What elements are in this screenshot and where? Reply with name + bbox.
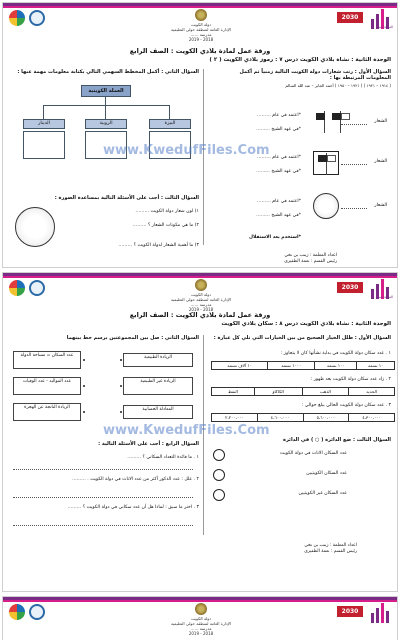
vision-2030-badge: 2030 <box>337 282 363 293</box>
head-credit: رئيس القسم : نعمة الظفيري <box>304 549 357 554</box>
question-3-item-2: عدد السكان غير الكويتيين <box>298 491 347 496</box>
emblem-2-adopted: *اعتمد في عام ……… <box>257 155 301 160</box>
option-cell[interactable]: ١٠٠ نسمة <box>315 362 357 370</box>
emblem-2-era: *في عهد الشيخ ……… <box>256 169 301 174</box>
currency-node-rupee: الروبية <box>85 119 127 129</box>
emblem-3-adopted: *اعتمد في عام ……… <box>257 199 301 204</box>
emblem-1-era: *في عهد الشيخ ……… <box>256 127 301 132</box>
option-cell[interactable]: ١٠ آلاف نسمة <box>212 362 268 370</box>
question-3-heading: السؤال الثالث : ضع الدائرة ( ○ ) في الدائرة <box>283 437 391 443</box>
credits <box>284 253 337 265</box>
connector <box>169 105 170 119</box>
ministry-logo-icon <box>9 604 25 620</box>
connector <box>43 105 169 106</box>
emblem-1-adopted: *اعتمد في عام ……… <box>257 113 301 118</box>
emblem-label-1: الشعار <box>374 119 387 124</box>
header-stripe-accent <box>3 276 397 278</box>
kuwait-emblem-icon <box>195 9 207 21</box>
connector <box>105 105 106 119</box>
worksheet-title: ورقة عمل لمادة بلادي الكويت : الصف الرابع <box>129 47 271 55</box>
question-4-heading: السؤال الرابع : أجب على الأسئلة التالية : <box>98 441 199 447</box>
ministry-logo-icon <box>9 280 25 296</box>
worksheet-title: ورقة عمل لمادة بلادي الكويت : الصف الرابع <box>129 311 271 319</box>
currency-answer-box-dinar[interactable] <box>23 131 65 159</box>
header-stripe-accent <box>3 6 397 8</box>
answer-circle[interactable] <box>213 449 225 461</box>
ministry-line-1: دولة الكويت <box>191 616 211 621</box>
currency-node-baiza: البيزة <box>149 119 191 129</box>
school-logo-icon <box>29 10 45 26</box>
answer-circle[interactable] <box>213 489 225 501</box>
school-year: 2018 - 2019 <box>188 37 214 42</box>
ministry-line-2: الإدارة العامة لمنطقة حولي التعليمية <box>170 297 232 302</box>
match-left-item-2: عدد المواليد - عدد الوفيات <box>13 377 81 395</box>
question-1-item-3: ٣ . عدد سكان دولة الكويت الحالي يبلغ حوالي : <box>301 403 391 408</box>
kuwait-emblem-icon <box>195 279 207 291</box>
option-cell[interactable]: ٢،٢٠٠،٠٠٠ <box>212 414 258 422</box>
question-4-item-1: ١ . ما فائدة التعداد السكاني ؟ ……… <box>127 455 199 460</box>
match-dot[interactable] <box>120 359 122 361</box>
option-cell[interactable]: ٤،٣٠٠،٠٠٠ <box>349 414 395 422</box>
match-dot[interactable] <box>120 385 122 387</box>
question-3-heading: السؤال الثالث : أجب على الأسئلة التالية بمساعدة الصورة : <box>54 195 199 201</box>
ministry-logo-icon <box>9 10 25 26</box>
vision-2030-badge: 2030 <box>337 12 363 23</box>
ministry-line-1: دولة الكويت <box>191 292 211 297</box>
emblem-2-frame <box>313 151 339 175</box>
emblem-after-independence: *استخدم بعد الاستقلال <box>248 235 301 240</box>
site-watermark: www.KwedufFiles.Com <box>103 143 270 158</box>
options-table-2 <box>211 387 395 396</box>
question-3-item-1: عدد السكان الكويتيين <box>306 471 347 476</box>
site-watermark: www.KwedufFiles.Com <box>103 423 270 438</box>
option-cell[interactable]: الذهب <box>302 388 349 396</box>
flag-emblem-1b-icon <box>315 111 335 133</box>
question-2-heading: السؤال الثاني : أكمل المخطط السهمي التالي بكتابة معلومات مهمة عنها : <box>17 69 199 75</box>
unit-lesson-line: الوحدة الثانية : نشاة بلادي الكويت درس ٨ : سكان بلادي الكويت <box>221 321 391 327</box>
school-logo-icon <box>29 280 45 296</box>
question-3-note: عدد السكان الاناث في دولة الكويت <box>279 451 347 456</box>
worksheet-page-3 <box>2 596 398 640</box>
option-cell[interactable]: الكاكاو <box>254 388 302 396</box>
question-4-item-2: ٢ . علل : عدد الذكور أكثر من عدد الاناث في دولة الكويت . ……… <box>72 477 199 482</box>
school-name: مدرسة …… <box>190 32 212 37</box>
option-cell[interactable]: النفط <box>212 388 255 396</box>
options-table-3 <box>211 413 395 422</box>
unit-lesson-line: الوحدة الثانية : نشاة بلادي الكويت درس ٧ : رموز بلادي الكويت ( ٢ ) <box>209 57 391 63</box>
education-logo-caption: التربية عبد <box>377 25 393 29</box>
match-right-item-1: الزيادة الطبيعية <box>123 353 193 367</box>
flag-emblem-2-icon <box>317 153 337 175</box>
question-1-item-1: ١ . عدد سكان دولة الكويت في بداية نشأتها كان لا يتجاوز : <box>280 351 391 356</box>
answer-line[interactable] <box>13 525 193 526</box>
ministry-line-1: دولة الكويت <box>191 22 211 27</box>
question-3-item-2: ٢) ما هي مكونات الشعار ؟ ……… <box>132 223 199 228</box>
emblem-3-seal-icon <box>313 193 339 219</box>
school-name: مدرسة …… <box>190 302 212 307</box>
ministry-line-2: الإدارة العامة لمنطقة حولي التعليمية <box>170 27 232 32</box>
education-logo-caption: التربية عبد <box>377 295 393 299</box>
credits <box>304 543 357 555</box>
question-3-item-1: ١) لون شعار دولة الكويت ……… <box>135 209 199 214</box>
answer-line[interactable] <box>341 208 367 209</box>
match-right-item-2: الزيادة غير الطبيعية <box>123 377 193 395</box>
options-table-1 <box>211 361 395 370</box>
worksheet-page-2 <box>2 272 398 592</box>
school-logo-icon <box>29 604 45 620</box>
teacher-credit: اعداد المعلمة : زينب بن نخي <box>304 543 357 548</box>
question-3-item-3: ٣) ما أهمية الشعار لدولة الكويت ؟ ……… <box>118 243 199 248</box>
answer-line[interactable] <box>13 497 193 498</box>
teacher-credit: اعداد المعلمة : زينب بن نخي <box>284 253 337 258</box>
option-cell[interactable]: ٥،٦٠٠،٠٠٠ <box>303 414 349 422</box>
match-left-item-3: الزيادة الناتجة عن الهجرة <box>13 403 81 421</box>
question-1-word-bank: ( ١٩١٤ – ١٩٢١ ) ( ١٩٢١ – ١٩٥٠ ) أحمد الجابر – عبد الله السالم <box>285 83 391 88</box>
school-year: 2018 - 2019 <box>188 631 214 636</box>
connector <box>43 105 44 119</box>
option-cell[interactable]: الحديد <box>349 388 395 396</box>
question-2-heading: السؤال الثاني : صل بين المجموعتين برسم خط بينهما <box>66 335 199 341</box>
school-name: مدرسة …… <box>190 626 212 631</box>
currency-root-node: العملة الكويتية <box>81 85 131 97</box>
header-ministry <box>123 279 279 312</box>
ministry-line-2: الإدارة العامة لمنطقة حولي التعليمية <box>170 621 232 626</box>
match-dot[interactable] <box>83 359 85 361</box>
worksheet-page-1 <box>2 2 398 268</box>
match-dot[interactable] <box>120 411 122 413</box>
question-1-heading: السؤال الأول : ظلل الخيار الصحيح من بين الخيارات التي تلي كل عبارة : <box>213 335 391 341</box>
match-right-item-3: المعادلة الحسابية <box>123 405 193 419</box>
answer-line[interactable] <box>341 164 367 165</box>
match-left-item-1: عدد السكان = مساحة الدولة <box>13 351 81 369</box>
question-4-item-3: ٣ . اختر ما سبق : لماذا هل أن عدد سكاني في دولة الكويت ؟ ……… <box>67 505 199 510</box>
option-cell[interactable]: ١٠ نسمة <box>357 362 395 370</box>
header-ministry <box>123 9 279 42</box>
emblem-label-3: الشعار <box>374 203 387 208</box>
vision-2030-badge: 2030 <box>337 606 363 617</box>
answer-line[interactable] <box>13 469 193 470</box>
question-1-heading: السؤال الأول : رتب شعارات دولة الكويت التالية زمنياً ثم أكمل المعلومات المرتبطة بها : <box>239 69 391 81</box>
emblem-3-era: *في عهد الشيخ ……… <box>256 213 301 218</box>
question-1-item-2: ٢ . زاد عدد سكان دولة الكويت بعد ظهور : <box>310 377 391 382</box>
kuwait-emblem-icon <box>15 207 55 247</box>
option-cell[interactable]: ١٠٠٠ نسمة <box>268 362 315 370</box>
currency-node-dinar: الدينار <box>23 119 65 129</box>
school-year: 2018 - 2019 <box>188 307 214 312</box>
match-dot[interactable] <box>83 385 85 387</box>
emblem-label-2: الشعار <box>374 159 387 164</box>
education-logo-icon <box>369 603 391 623</box>
kuwait-emblem-icon <box>195 603 207 615</box>
header-ministry <box>123 603 279 636</box>
option-cell[interactable]: ٤،٦٠٠،٠٠٠ <box>257 414 303 422</box>
header-stripe-accent <box>3 600 397 602</box>
match-dot[interactable] <box>83 411 85 413</box>
connector <box>105 97 106 105</box>
head-credit: رئيس القسم : نعمة الظفيري <box>284 259 337 264</box>
answer-circle[interactable] <box>213 469 225 481</box>
